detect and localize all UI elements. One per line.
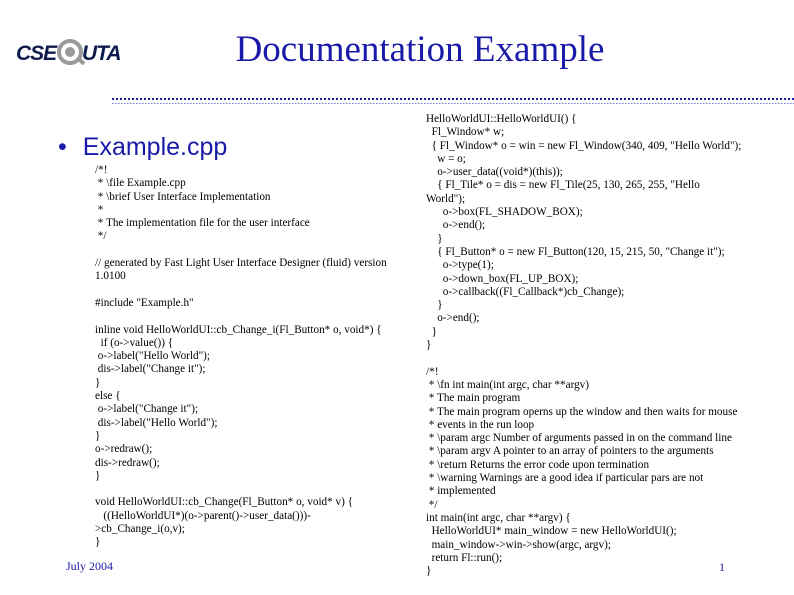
code-line: * The main program operns up the window and then waits for mouse	[426, 405, 738, 418]
code-line: * \return Returns the error code upon termination	[426, 458, 650, 471]
code-line: * The main program	[426, 392, 521, 405]
code-line: /*!	[95, 164, 108, 176]
code-line: dis->label("Hello World");	[95, 416, 218, 429]
code-line: { Fl_Button* o = new Fl_Button(120, 15, 215, 50, "Change it");	[426, 245, 725, 258]
slide-title: Documentation Example	[235, 29, 605, 70]
left-code-block	[95, 164, 387, 550]
code-line	[95, 483, 387, 496]
right-code-block	[426, 113, 741, 578]
code-line: * implemented	[426, 485, 496, 498]
code-line: o->callback((Fl_Callback*)cb_Change);	[426, 285, 625, 298]
code-line: * \file Example.cpp	[95, 177, 186, 190]
bullet-dot-icon: •	[58, 133, 67, 161]
code-line: { Fl_Window* o = win = new Fl_Window(340, 409, "Hello World");	[426, 139, 742, 152]
code-line	[95, 310, 387, 323]
code-line: World");	[426, 192, 466, 205]
code-line: #include "Example.h"	[95, 296, 194, 309]
code-line: }	[95, 469, 101, 482]
title-divider-secondary	[112, 103, 794, 104]
code-line: *	[95, 203, 104, 216]
code-line: }	[95, 429, 101, 442]
code-line: /*!	[426, 365, 439, 378]
title-divider	[112, 98, 794, 100]
code-line: return Fl::run();	[426, 551, 503, 564]
code-line: * \fn int main(int argc, char **argv)	[426, 378, 589, 391]
code-line: else {	[95, 390, 121, 403]
code-line: void HelloWorldUI::cb_Change(Fl_Button* o, void* v) {	[95, 496, 354, 509]
code-line: o->box(FL_SHADOW_BOX);	[426, 206, 583, 219]
code-line: o->redraw();	[95, 443, 153, 456]
code-line: dis->label("Change it");	[95, 363, 206, 376]
code-line: o->down_box(FL_UP_BOX);	[426, 272, 579, 285]
code-line: int main(int argc, char **argv) {	[426, 511, 571, 524]
code-line: o->label("Change it");	[95, 403, 199, 416]
code-line: 1.0100	[95, 270, 126, 283]
code-line: o->end();	[426, 312, 480, 325]
code-line: if (o->value()) {	[95, 336, 174, 349]
code-line: */	[426, 498, 438, 511]
code-line: ((HelloWorldUI*)(o->parent()->user_data()))-	[95, 509, 311, 522]
code-line: o->end();	[426, 219, 486, 232]
cse-uta-logo	[16, 38, 126, 68]
code-line: * \warning Warnings are a good idea if particular pars are not	[426, 472, 704, 485]
code-line: main_window->win->show(argc, argv);	[426, 538, 611, 551]
code-line: >cb_Change_i(o,v);	[95, 523, 185, 536]
code-line: }	[426, 339, 432, 352]
code-line: { Fl_Tile* o = dis = new Fl_Tile(25, 130, 265, 255, "Hello	[426, 179, 700, 192]
code-line: * \brief User Interface Implementation	[95, 190, 271, 203]
svg-text:CSE: CSE	[16, 42, 57, 65]
bullet-text: Example.cpp	[82, 133, 228, 161]
code-line: w = o;	[426, 152, 466, 165]
svg-text:UTA: UTA	[82, 42, 121, 65]
footer-date: July 2004	[66, 559, 114, 573]
code-line	[426, 352, 741, 365]
code-line: HelloWorldUI* main_window = new HelloWorldUI();	[426, 525, 677, 538]
code-line	[95, 244, 387, 257]
code-line: }	[426, 299, 443, 312]
code-line	[95, 284, 387, 297]
code-line: * events in the run loop	[426, 418, 535, 431]
code-line: inline void HelloWorldUI::cb_Change_i(Fl_Button* o, void*) {	[95, 323, 382, 336]
code-line: }	[426, 232, 443, 245]
code-line: }	[426, 325, 437, 338]
page-number: 1	[719, 560, 725, 574]
code-line: }	[95, 536, 101, 549]
code-line: o->label("Hello World");	[95, 350, 210, 363]
code-line: * The implementation file for the user interface	[95, 217, 310, 230]
code-line: */	[95, 230, 107, 243]
code-line: Fl_Window* w;	[426, 126, 505, 139]
code-line: }	[95, 376, 101, 389]
code-line: o->user_data((void*)(this));	[426, 166, 563, 179]
bullet-item	[58, 133, 227, 162]
code-line: o->type(1);	[426, 259, 494, 272]
code-line: }	[426, 565, 432, 578]
code-line: * \param argv A pointer to an array of pointers to the arguments	[426, 445, 714, 458]
code-line: // generated by Fast Light User Interface Designer (fluid) version	[95, 257, 387, 270]
code-line: HelloWorldUI::HelloWorldUI() {	[426, 113, 577, 125]
code-line: * \param argc Number of arguments passed in on the command line	[426, 432, 732, 445]
code-line: dis->redraw();	[95, 456, 160, 469]
